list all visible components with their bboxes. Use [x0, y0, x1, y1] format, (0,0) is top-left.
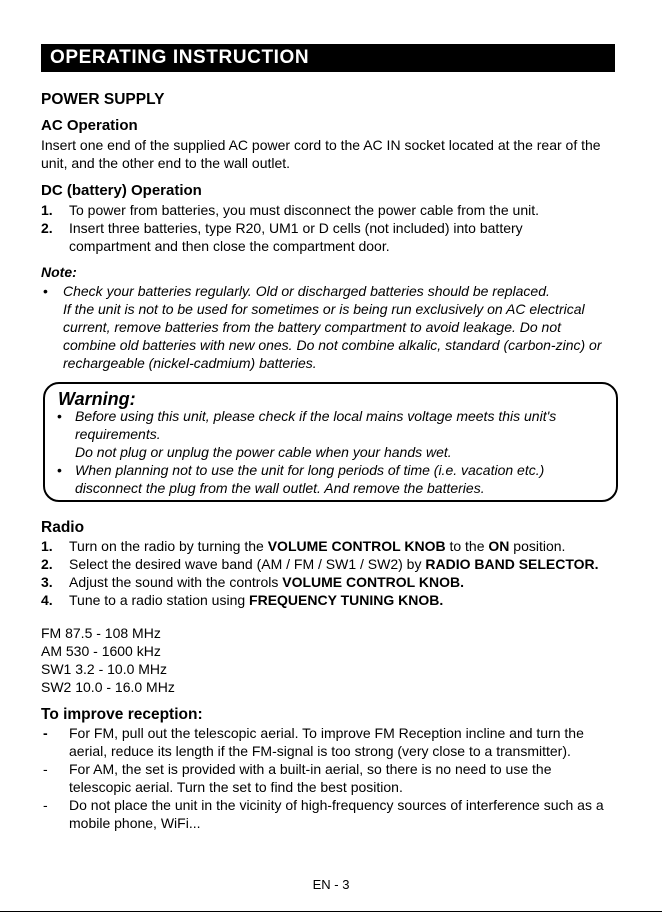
list-item: - For FM, pull out the telescopic aerial. To improve FM Reception incline and turn the aerial, reduce its length if the FM-signal is too strong (very close to a transmitter).: [43, 725, 584, 759]
section-banner: [41, 44, 615, 72]
list-item: - For AM, the set is provided with a built-in aerial, so there is no need to use the telescopic aerial. Turn the set to find the best position.: [43, 761, 552, 795]
bottom-rule: [0, 911, 662, 912]
warning-item-1b: Do not plug or unplug the power cable when your hands wet.: [75, 444, 452, 460]
dc-steps: [41, 201, 586, 255]
note-label: Note:: [41, 264, 77, 280]
dc-step: 1. To power from batteries, you must disconnect the power cable from the unit.: [41, 202, 540, 218]
dc-step: 2. Insert three batteries, type R20, UM1 or D cells (not included) into battery compartment and then close the compartment door.: [41, 220, 523, 254]
warning-title: Warning:: [58, 389, 136, 409]
reception-heading: To improve reception:: [41, 706, 203, 723]
dc-operation-heading: DC (battery) Operation: [41, 182, 202, 199]
bullet-icon: •: [57, 408, 62, 424]
power-supply-heading: POWER SUPPLY: [41, 91, 165, 108]
reception-list: [41, 724, 606, 832]
band-line: SW1 3.2 - 10.0 MHz: [41, 661, 168, 677]
radio-steps: [41, 537, 621, 609]
warning-body: [41, 407, 571, 497]
page-number: EN - 3: [312, 877, 350, 892]
radio-step: 1. Turn on the radio by turning the VOLUME CONTROL KNOB to the ON position.: [41, 538, 566, 554]
note-body: [41, 282, 606, 372]
ac-operation-heading: AC Operation: [41, 117, 138, 134]
ac-operation-text: Insert one end of the supplied AC power cord to the AC IN socket located at the rear of the unit, and the other end to the wall outlet.: [41, 137, 601, 171]
radio-step: 2. Select the desired wave band (AM / FM / SW1 / SW2) by RADIO BAND SELECTOR.: [41, 556, 599, 572]
list-item: - Do not place the unit in the vicinity of high-frequency sources of interference such as a mobile phone, WiFi...: [43, 797, 604, 831]
band-line: FM 87.5 - 108 MHz: [41, 625, 161, 641]
dash-icon: -: [43, 725, 48, 741]
dash-icon: -: [43, 797, 48, 813]
bullet-icon: •: [57, 462, 62, 478]
band-line: SW2 10.0 - 16.0 MHz: [41, 679, 175, 695]
section-title: OPERATING INSTRUCTION: [50, 47, 310, 68]
note-text-2: If the unit is not to be used for sometimes or is being run exclusively on AC electrical current, remove batteries from the battery compartment to avoid leakage. Do not combine old batteries with new ones. Do not combine alkalic, standard (carbon-zinc) or rechargeable (nickel-cadmium) batteries.: [63, 301, 602, 371]
radio-step: 4. Tune to a radio station using FREQUENCY TUNING KNOB.: [41, 592, 444, 608]
radio-step: 3. Adjust the sound with the controls VOLUME CONTROL KNOB.: [41, 574, 464, 590]
band-line: AM 530 - 1600 kHz: [41, 643, 161, 659]
bullet-icon: •: [43, 283, 48, 299]
frequency-bands: [41, 624, 621, 696]
warning-item-2: When planning not to use the unit for long periods of time (i.e. vacation etc.) disconnect the plug from the wall outlet. And remove the batteries.: [75, 462, 545, 496]
dash-icon: -: [43, 761, 48, 777]
warning-item-1a: Before using this unit, please check if the local mains voltage meets this unit's requirements.: [75, 408, 557, 442]
note-text-1: Check your batteries regularly. Old or discharged batteries should be replaced.: [63, 283, 550, 299]
radio-heading: Radio: [41, 519, 85, 536]
